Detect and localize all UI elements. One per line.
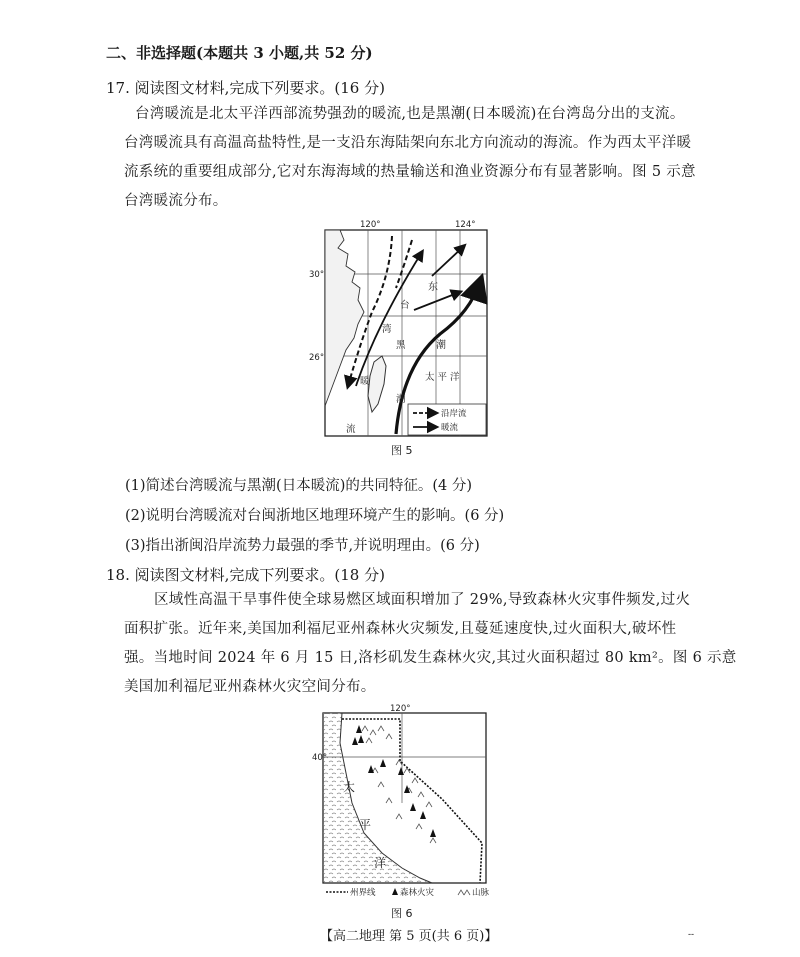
q18-para-line-4: 美国加利福尼亚州森林火灾空间分布。 [124, 679, 376, 695]
current-label-wan: 湾 [382, 324, 392, 335]
q17-para-line-4: 台湾暖流分布。 [124, 193, 228, 209]
legend-coastal-current: 沿岸流 [441, 409, 467, 419]
q17-sub-2: (2)说明台湾暖流对台闽浙地区地理环境产生的影响。(6 分) [125, 508, 505, 524]
map6-lat-label: 40° [312, 753, 328, 763]
figure-6-caption: 图 6 [391, 907, 413, 920]
q17-title: 17. 阅读图文材料,完成下列要求。(16 分) [106, 79, 385, 97]
lon-label-124: 124° [455, 220, 476, 230]
sea-label-dong: 东 [428, 282, 438, 293]
page-footer: 【高二地理 第 5 页(共 6 页)】 [320, 929, 498, 944]
lon-label-120: 120° [360, 220, 381, 230]
kuroshio-label-hei: 黑 [396, 340, 406, 351]
lat-label-30: 30° [309, 270, 325, 280]
q17-sub-3: (3)指出浙闽沿岸流势力最强的季节,并说明理由。(6 分) [125, 538, 480, 554]
ocean-label-ping: 平 [359, 818, 372, 832]
current-label-nuan: 暖 [360, 376, 370, 387]
legend-forest-fire: 森林火灾 [400, 888, 435, 898]
legend-mountain: 山脉 [472, 888, 490, 898]
q17-para-line-2: 台湾暖流具有高温高盐特性,是一支沿东海陆架向东北方向流动的海流。作为西太平洋暖 [124, 135, 692, 151]
current-label-liu: 流 [346, 424, 356, 435]
kuroshio-label-chao: 潮 [396, 394, 406, 405]
q18-para-line-3: 强。当地时间 2024 年 6 月 15 日,洛杉矶发生森林火灾,其过火面积超过 80 km²。图 6 示意 [124, 650, 737, 666]
q18-title: 18. 阅读图文材料,完成下列要求。(18 分) [106, 566, 385, 584]
q17-sub-1: (1)简述台湾暖流与黑潮(日本暖流)的共同特征。(4 分) [125, 478, 472, 494]
sea-label-chao: 潮 [436, 340, 446, 351]
legend-warm-current: 暖流 [441, 423, 459, 433]
section-title: 二、非选择题(本题共 3 小题,共 52 分) [106, 44, 373, 62]
q18-para-line-1: 区域性高温干旱事件使全球易燃区域面积增加了 29%,导致森林火灾事件频发,过火 [154, 592, 691, 608]
lat-label-26: 26° [309, 353, 325, 363]
legend-state-boundary: 州界线 [350, 888, 376, 898]
ocean-label-tai: 太 [343, 780, 356, 794]
q18-para-line-2: 面积扩张。近年来,美国加利福尼亚州森林火灾频发,且蔓延速度快,过火面积大,破坏性 [124, 621, 677, 637]
corner-mark: -- [688, 930, 695, 940]
figure-5-map [300, 216, 500, 446]
sea-label-pacific: 太 平 洋 [425, 372, 460, 383]
q17-para-line-1: 台湾暖流是北太平洋西部流势强劲的暖流,也是黑潮(日本暖流)在台湾岛分出的支流。 [135, 106, 685, 122]
current-label-tai: 台 [400, 300, 410, 311]
figure-6-map [312, 703, 512, 900]
figure-5-caption: 图 5 [391, 444, 413, 457]
q17-para-line-3: 流系统的重要组成部分,它对东海海域的热量输送和渔业资源分布有显著影响。图 5 示意 [124, 164, 696, 180]
map6-lon-label: 120° [390, 704, 411, 714]
ocean-label-yang: 洋 [374, 856, 387, 870]
